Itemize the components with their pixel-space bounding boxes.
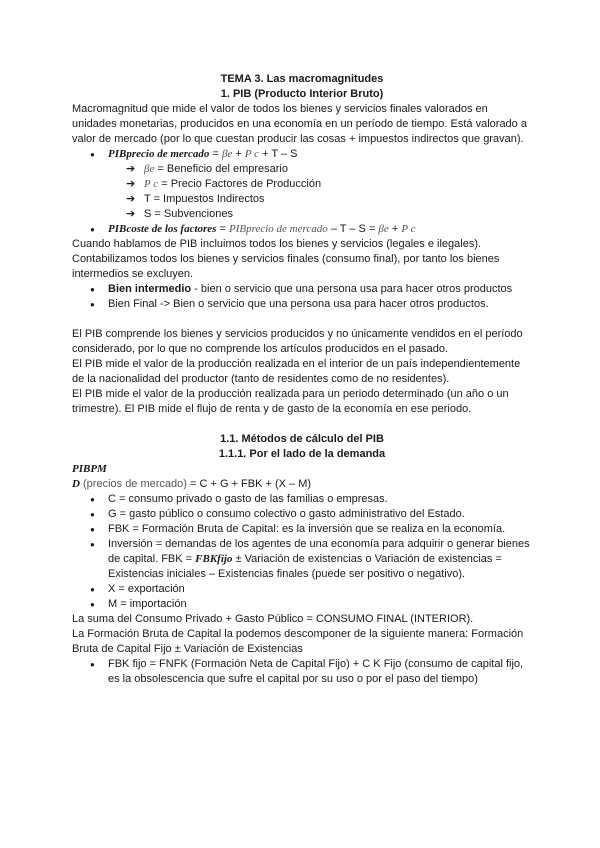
formula-pib-factor-cost bbox=[72, 222, 532, 237]
topic-title: TEMA 3. Las macromagnitudes bbox=[220, 73, 384, 85]
arrow-item bbox=[72, 177, 532, 192]
term-definition: - bien o servicio que una persona usa para hacer otros productos bbox=[191, 283, 513, 295]
arrow-item bbox=[72, 207, 532, 222]
term-bold: Bien intermedio bbox=[108, 283, 192, 295]
arrow-item bbox=[72, 162, 532, 177]
demand-rest: = C + G + FBK + (X – M) bbox=[186, 478, 312, 490]
formula-lhs: PIBprecio de mercado bbox=[108, 148, 210, 160]
arrow-text: = Beneficio del empresario bbox=[154, 163, 288, 175]
arrow-text: S = Subvenciones bbox=[144, 208, 233, 220]
formula-pc: P c bbox=[244, 148, 260, 160]
paragraph-period: El PIB mide el valor de la producción realizada para un periodo determinado (un año o un trimestre). El PIB mide el flujo de renta y de gasto de la economía en ese periodo. bbox=[72, 388, 509, 415]
list-item bbox=[72, 282, 532, 297]
inv-text-c: ± Variación de existencias o Variación de existencias = Existencias iniciales – Existencias finales (puede ser positivo o negativo). bbox=[108, 553, 502, 580]
paragraph-goods: Cuando hablamos de PIB incluimos todos los bienes y servicios (legales e ilegales). Contabilizamos todos los bienes y servicios finales (consumo final), por tanto los bienes intermedios se excluyen. bbox=[72, 238, 500, 280]
document-content bbox=[72, 72, 532, 687]
demand-paren: (precios de mercado) bbox=[79, 478, 187, 490]
list-item bbox=[72, 297, 532, 312]
paragraph-consumption: La suma del Consumo Privado + Gasto Público = CONSUMO FINAL (INTERIOR). bbox=[72, 613, 474, 625]
fbk-list bbox=[72, 657, 532, 687]
term-definition: Bien Final -> Bien o servicio que una persona usa para hacer otros productos. bbox=[108, 298, 489, 310]
formula2-rest: – T – S = bbox=[327, 223, 379, 235]
demand-d: D bbox=[72, 478, 80, 490]
formula-rest: + T – S bbox=[259, 148, 298, 160]
intro-paragraph: Macromagnitud que mide el valor de todos los bienes y servicios finales valorados en unidades monetarias, producidos en una economía en un período de tiempo. Está valorado a valor de mercado (por lo que cuestan producir las cosas + impuestos indirectos que gravan). bbox=[72, 103, 527, 145]
list-item: ● C = consumo privado o gasto de las familias o empresas. bbox=[72, 492, 532, 507]
section-title-demand: 1.1.1. Por el lado de la demanda bbox=[218, 448, 386, 460]
formula-eq: = bbox=[209, 148, 222, 160]
inv-fbkfijo: FBKfijo bbox=[195, 553, 233, 565]
arrow-text: = Precio Factores de Producción bbox=[158, 178, 322, 190]
formula2-be: βe bbox=[378, 223, 389, 235]
formula-pib-market bbox=[72, 147, 532, 162]
section-title-pib: 1. PIB (Producto Interior Bruto) bbox=[220, 88, 384, 100]
formula2-plus: + bbox=[388, 223, 402, 235]
arrow-item bbox=[72, 192, 532, 207]
list-item bbox=[72, 537, 532, 582]
list-item: ● X = exportación bbox=[72, 582, 532, 597]
goods-list bbox=[72, 282, 532, 312]
arrow-symbol: βe bbox=[144, 163, 155, 175]
spacer bbox=[72, 312, 532, 327]
formula-plus: + bbox=[232, 148, 245, 160]
paragraph-fbk: La Formación Bruta de Capital la podemos descomponer de la siguiente manera: Formación Bruta de Capital Fijo ± Variación de Existencias bbox=[72, 628, 524, 655]
section-title-methods: 1.1. Métodos de cálculo del PIB bbox=[220, 433, 384, 445]
formula2-eq: = bbox=[216, 223, 229, 235]
demand-formula bbox=[72, 477, 532, 492]
spacer bbox=[72, 417, 532, 432]
formula2-pc: P c bbox=[401, 223, 416, 235]
arrow-symbol: P c bbox=[144, 178, 159, 190]
paragraph-produced: El PIB comprende los bienes y servicios producidos y no únicamente vendidos en el período considerado, por lo que no comprende los artículos producidos en el pasado. bbox=[72, 328, 523, 355]
list-item: ● FBK = Formación Bruta de Capital: es la inversión que se realiza en la economía. bbox=[72, 522, 532, 537]
list-item: ● M = importación bbox=[72, 597, 532, 612]
demand-components-list bbox=[72, 492, 532, 612]
formula2-mid: PIBprecio de mercado bbox=[229, 223, 328, 235]
formula2-lhs: PIBcoste de los factores bbox=[108, 223, 217, 235]
list-item: ● G = gasto público o consumo colectivo o gasto administrativo del Estado. bbox=[72, 507, 532, 522]
formula-list bbox=[72, 147, 532, 237]
arrow-text: T = Impuestos Indirectos bbox=[144, 193, 265, 205]
formula-be: βe bbox=[221, 148, 233, 160]
paragraph-nationality: El PIB mide el valor de la producción realizada en el interior de un país independientemente de la nacionalidad del productor (tanto de residentes como de no residentes). bbox=[72, 358, 521, 385]
list-item: ● FBK fijo = FNFK (Formación Neta de Capital Fijo) + C K Fijo (consumo de capital fijo, es la obsolescencia que sufre el capital por su uso o por el paso del tiempo) bbox=[72, 657, 532, 687]
inv-text-a: Inversión = demandas de los agentes de una economía para adquirir o generar bienes de capital. FBK = bbox=[108, 538, 530, 565]
pibpm-label: PIBPM bbox=[72, 463, 107, 475]
